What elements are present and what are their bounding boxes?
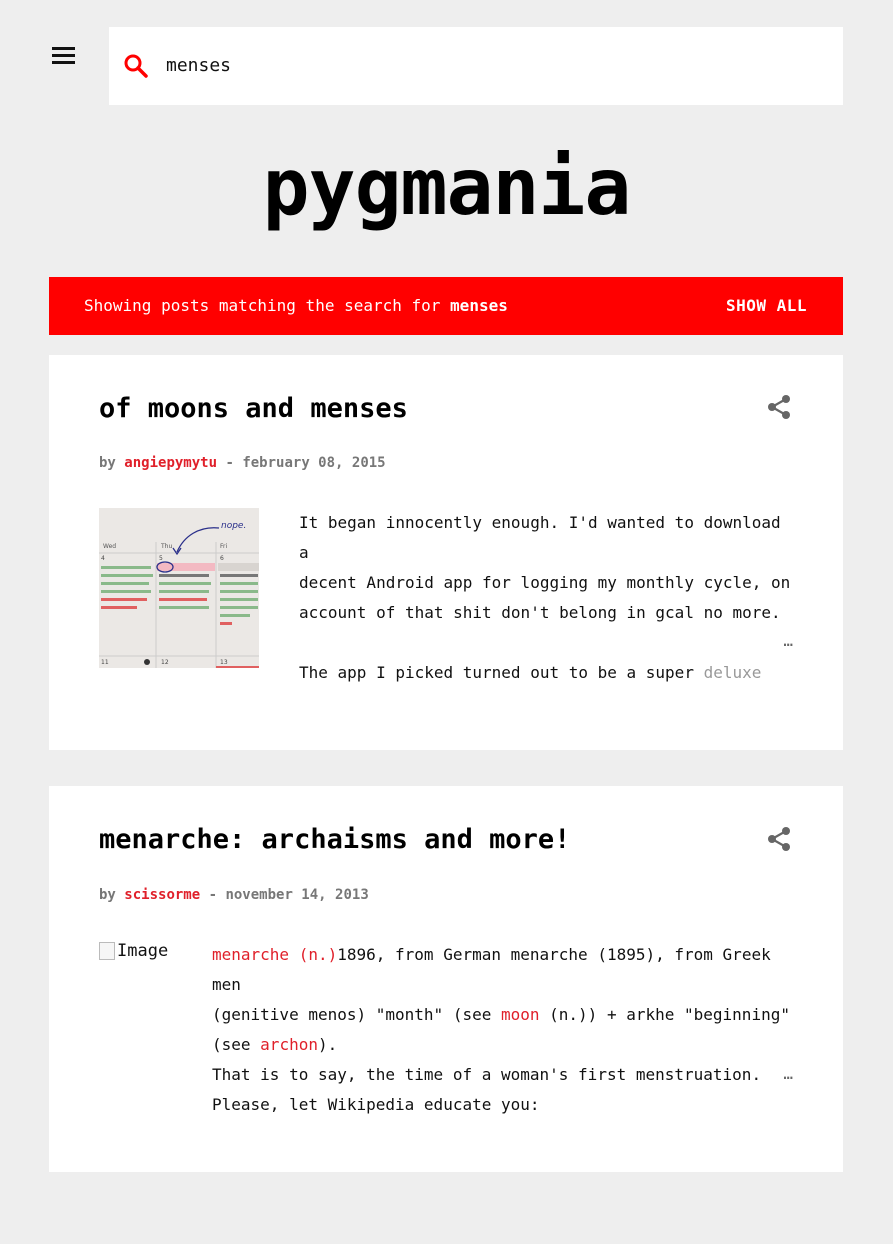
snippet-text: (see xyxy=(212,1035,261,1054)
snippet-line: account of that shit don't belong in gcal no more. xyxy=(299,603,781,622)
thumb-date-5: 5 xyxy=(159,555,163,562)
snippet-text: 1896, from German menarche (1895), from Greek men xyxy=(212,945,771,994)
thumb-date-4: 4 xyxy=(101,555,105,562)
snippet-line: Please, let Wikipedia educate you: xyxy=(212,1095,540,1114)
post-title[interactable]: of moons and menses xyxy=(99,393,408,424)
blog-title[interactable]: pygmania xyxy=(262,143,631,233)
snippet-line: decent Android app for logging my monthly cycle, on xyxy=(299,573,791,592)
archon-link[interactable]: archon xyxy=(260,1035,318,1054)
thumb-col-fri: Fri xyxy=(220,543,228,550)
post-byline xyxy=(99,455,386,471)
search-results-banner xyxy=(49,277,843,335)
byline-by: by xyxy=(99,887,125,903)
post-card xyxy=(49,355,843,750)
snippet-line: It began innocently enough. I'd wanted to download a xyxy=(299,513,781,562)
menarche-link[interactable]: menarche (n.) xyxy=(212,945,338,964)
post-snippet xyxy=(212,940,802,1120)
thumb-note: nope. xyxy=(221,521,247,531)
post-snippet xyxy=(299,508,799,688)
thumb-col-wed: Wed xyxy=(103,543,117,550)
post-date[interactable]: february 08, 2015 xyxy=(242,455,386,471)
image-alt-text: Image xyxy=(117,941,169,961)
post-title[interactable]: menarche: archaisms and more! xyxy=(99,824,571,855)
post-thumbnail[interactable] xyxy=(99,508,259,668)
snippet-line: That is to say, the time of a woman's first menstruation. xyxy=(212,1065,762,1084)
moon-link[interactable]: moon xyxy=(500,1005,540,1024)
snippet-line xyxy=(212,1030,802,1060)
snippet-line xyxy=(212,1000,802,1030)
broken-image-icon xyxy=(99,942,115,960)
hamburger-menu-icon[interactable] xyxy=(52,47,76,67)
search-message-prefix: Showing posts matching the search for xyxy=(84,296,451,315)
read-more-ellipsis[interactable]: … xyxy=(783,1064,793,1083)
snippet-text: (genitive menos) "month" (see xyxy=(212,1005,501,1024)
snippet-faded-text: deluxe xyxy=(703,663,762,682)
snippet-text: (n.)) + arkhe "beginning" xyxy=(539,1005,790,1024)
search-bar xyxy=(109,27,843,105)
post-byline xyxy=(99,887,369,903)
search-icon[interactable] xyxy=(123,53,149,79)
snippet-text: The app I picked turned out to be a super xyxy=(299,663,704,682)
snippet-line xyxy=(212,940,802,1000)
snippet-text: ). xyxy=(317,1035,338,1054)
author-link[interactable]: angiepymytu xyxy=(124,455,218,471)
calendar-thumbnail-image xyxy=(99,508,259,668)
post-thumbnail-broken-image[interactable] xyxy=(99,941,168,961)
author-link[interactable]: scissorme xyxy=(124,887,201,903)
thumb-date-6: 6 xyxy=(220,555,224,562)
read-more-ellipsis[interactable]: … xyxy=(783,631,793,650)
search-message xyxy=(84,296,508,315)
snippet-line xyxy=(299,658,799,688)
thumb-date-11: 11 xyxy=(101,659,109,666)
share-icon[interactable] xyxy=(765,825,793,853)
search-input[interactable] xyxy=(166,49,806,81)
show-all-button[interactable]: SHOW ALL xyxy=(725,296,807,315)
search-query: menses xyxy=(450,296,508,315)
thumb-date-12: 12 xyxy=(161,659,169,666)
byline-by: by xyxy=(99,455,125,471)
post-date[interactable]: november 14, 2013 xyxy=(225,887,369,903)
thumb-date-13: 13 xyxy=(220,659,228,666)
byline-separator: - xyxy=(200,887,226,903)
post-card xyxy=(49,786,843,1172)
thumb-col-thu: Thu xyxy=(161,543,173,550)
share-icon[interactable] xyxy=(765,393,793,421)
byline-separator: - xyxy=(217,455,243,471)
